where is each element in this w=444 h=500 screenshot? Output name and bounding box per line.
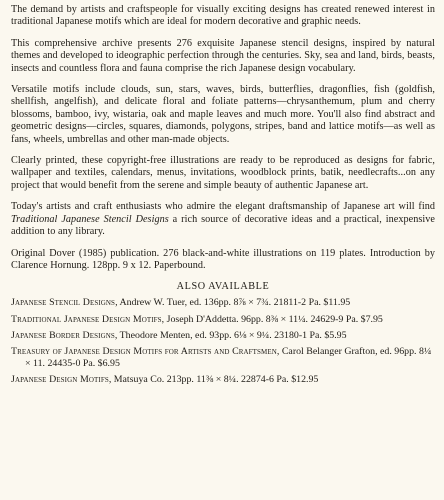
list-item — [11, 330, 435, 342]
book-title: Japanese Stencil Designs — [11, 297, 116, 309]
paragraph-uses: Clearly printed, these copyright-free illustrations are ready to be reproduced as designs for fabric, wallpaper and textiles, calendars, menus, invitations, woodblock prints, batik, needlecrafts...on any project that would benefit from the serene and simple beauty of authentic Japanese art. — [11, 155, 435, 191]
book-details: , Carol Belanger Grafton, ed. 96pp. 8¼ × 11. 24435-0 Pa. $6.95 — [25, 345, 432, 370]
book-title: Treasury of Japanese Design Motifs for Artists and Craftsmen — [11, 345, 277, 357]
audience-text-before: Today's artists and craft enthusiasts who admire the elegant draftsmanship of Japanese art will find — [11, 201, 435, 213]
paragraph-archive: This comprehensive archive presents 276 exquisite Japanese stencil designs, inspired by natural themes and developed to ideographic perfection through the centuries. Sky, sea and land, birds, beasts, insects and countless flora and fauna comprise the rich Japanese design vocabulary. — [11, 37, 435, 74]
book-title: Japanese Design Motifs — [11, 374, 109, 386]
paragraph-motifs: Versatile motifs include clouds, sun, stars, waves, birds, butterflies, dragonflies, fish (goldfish, shellfish, angelfish), and delicate floral and foliate patterns—chrysanthemum, plum and cherry blossoms, bamboo, ivy, wistaria, oak and maple leaves and much more. You'll also find abstract and geometric designs—circles, squares, diamonds, polygons, stripes, band and lattice motifs—as well as fans, wheels, umbrellas and other man-made objects. — [11, 84, 435, 145]
audience-text-after: a rich source of decorative ideas and a practical, inexpensive addition to any library. — [11, 213, 435, 238]
also-available-heading: ALSO AVAILABLE — [176, 281, 270, 293]
paragraph-audience — [11, 201, 435, 238]
book-details: , Andrew W. Tuer, ed. 136pp. 8⅞ × 7¾. 21811-2 Pa. $11.95 — [115, 297, 351, 309]
list-item — [11, 374, 435, 386]
book-title-italic: Traditional Japanese Stencil Designs — [11, 213, 169, 225]
book-details: , Theodore Menten, ed. 93pp. 6⅛ × 9¼. 23180-1 Pa. $5.95 — [114, 329, 347, 341]
book-title: Traditional Japanese Design Motifs — [11, 313, 162, 325]
list-item — [11, 346, 435, 370]
book-details: , Matsuya Co. 213pp. 11⅜ × 8¼. 22874-6 Pa. $12.95 — [108, 374, 319, 386]
list-item — [11, 297, 435, 309]
also-available-list — [11, 297, 435, 386]
book-details: , Joseph D'Addetta. 96pp. 8⅜ × 11¼. 24629-9 Pa. $7.95 — [161, 313, 383, 325]
book-title: Japanese Border Designs — [11, 329, 115, 341]
paragraph-intro: The demand by artists and craftspeople for visually exciting designs has created renewed interest in traditional Japanese motifs which are ideal for modern decorative and graphic needs. — [11, 4, 435, 28]
publication-note: Original Dover (1985) publication. 276 black-and-white illustrations on 119 plates. Introduction by Clarence Hornung. 128pp. 9 x 12. Paperbound. — [11, 247, 435, 271]
list-item — [11, 314, 435, 326]
